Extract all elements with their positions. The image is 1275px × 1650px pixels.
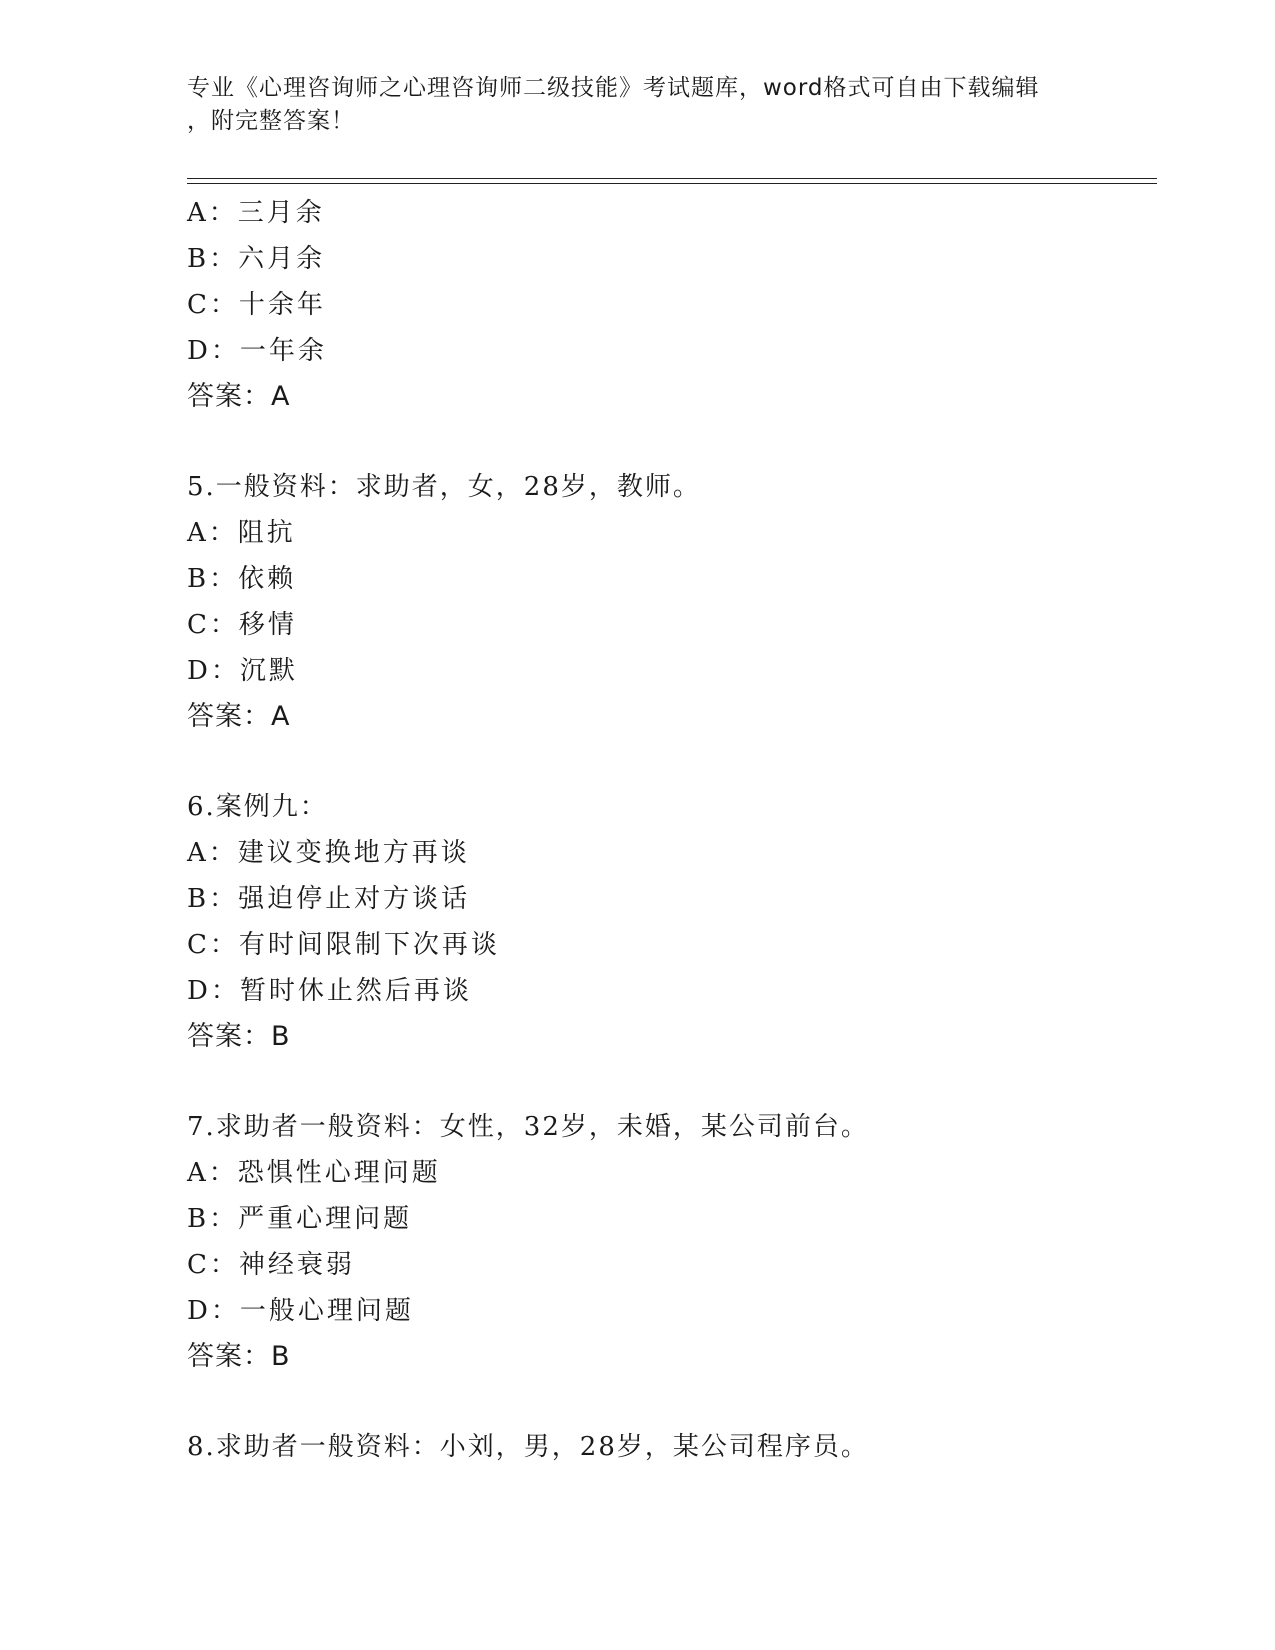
answer: 答案：B	[187, 1341, 291, 1372]
question-list	[187, 190, 1147, 1470]
option-a: A：建议变换地方再谈	[187, 838, 470, 868]
option-d: D：一年余	[187, 336, 327, 366]
question-text: 6.案例九：	[187, 792, 328, 822]
option-b: B：依赖	[187, 564, 297, 594]
option-b: B：严重心理问题	[187, 1204, 413, 1234]
header-line-1: 专业《心理咨询师之心理咨询师二级技能》考试题库，word格式可自由下载编辑	[187, 75, 1040, 101]
option-d: D：沉默	[187, 656, 298, 686]
option-c: C：神经衰弱	[187, 1250, 355, 1280]
header-line-2: ，附完整答案！	[187, 108, 355, 134]
option-c: C：有时间限制下次再谈	[187, 930, 500, 960]
option-b: B：强迫停止对方谈话	[187, 884, 471, 914]
option-b: B：六月余	[187, 244, 326, 274]
document-header	[187, 72, 1067, 138]
header-rule-top	[187, 178, 1157, 179]
header-rule-bottom	[187, 183, 1157, 184]
option-a: A：恐惧性心理问题	[187, 1158, 441, 1188]
answer: 答案：A	[187, 381, 291, 412]
answer: 答案：A	[187, 701, 291, 732]
option-a: A：三月余	[187, 198, 325, 228]
option-c: C：移情	[187, 610, 297, 640]
question-text: 5.一般资料：求助者，女，28岁，教师。	[187, 472, 701, 502]
question-block-7	[187, 1104, 1147, 1380]
option-a: A：阻抗	[187, 518, 296, 548]
question-block-4	[187, 190, 1147, 420]
question-block-8	[187, 1424, 1147, 1470]
option-d: D：一般心理问题	[187, 1296, 414, 1326]
question-text: 7.求助者一般资料：女性，32岁，未婚，某公司前台。	[187, 1112, 869, 1142]
question-text: 8.求助者一般资料：小刘，男，28岁，某公司程序员。	[187, 1432, 869, 1462]
question-block-6	[187, 784, 1147, 1060]
option-c: C：十余年	[187, 290, 326, 320]
answer: 答案：B	[187, 1021, 291, 1052]
option-d: D：暂时休止然后再谈	[187, 976, 472, 1006]
question-block-5	[187, 464, 1147, 740]
